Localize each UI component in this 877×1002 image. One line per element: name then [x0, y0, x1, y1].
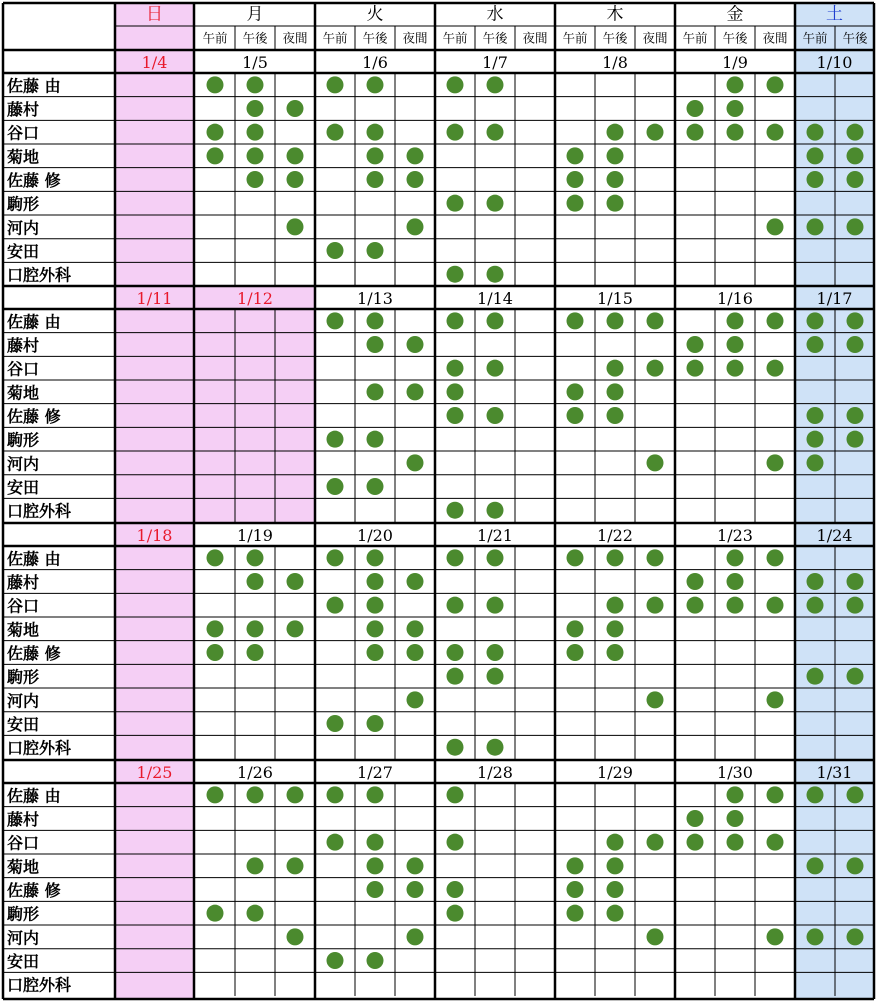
doctor-name: 安田 [7, 242, 40, 262]
availability-dot [447, 905, 464, 922]
availability-dot [247, 644, 264, 661]
date-label: 1/7 [482, 53, 508, 72]
availability-dot [487, 312, 504, 329]
date-label: 1/23 [717, 526, 753, 545]
availability-dot [367, 786, 384, 803]
doctor-name: 藤村 [7, 810, 40, 830]
availability-dot [327, 834, 344, 851]
availability-dot [607, 620, 624, 637]
availability-dot [447, 739, 464, 756]
availability-dot [607, 834, 624, 851]
availability-dot [367, 857, 384, 874]
availability-dot [287, 928, 304, 945]
availability-dot [327, 124, 344, 141]
availability-dot [247, 620, 264, 637]
availability-dot [727, 573, 744, 590]
availability-dot [247, 549, 264, 566]
availability-dot [767, 834, 784, 851]
doctor-name: 菊地 [7, 620, 40, 640]
availability-dot [247, 171, 264, 188]
day-header: 月 [246, 4, 264, 25]
availability-dot [607, 407, 624, 424]
availability-dot [487, 407, 504, 424]
availability-dot [647, 928, 664, 945]
availability-dot [247, 124, 264, 141]
availability-dot [407, 147, 424, 164]
availability-dot [567, 881, 584, 898]
slot-header: 午後 [722, 30, 748, 46]
availability-dot [607, 857, 624, 874]
availability-dot [287, 620, 304, 637]
date-label: 1/11 [136, 289, 173, 308]
availability-dot [487, 549, 504, 566]
availability-dot [207, 786, 224, 803]
availability-dot [607, 195, 624, 212]
slot-header: 午後 [602, 30, 628, 46]
doctor-name: 佐藤 由 [7, 76, 61, 96]
date-label: 1/14 [477, 289, 513, 308]
availability-dot [727, 597, 744, 614]
availability-dot [567, 312, 584, 329]
availability-dot [607, 171, 624, 188]
doctor-name: 安田 [7, 952, 40, 972]
date-label: 1/17 [816, 289, 853, 308]
availability-dot [367, 597, 384, 614]
doctor-name: 佐藤 修 [7, 171, 61, 191]
date-label: 1/28 [477, 763, 513, 782]
availability-dot [847, 928, 864, 945]
slot-header: 午前 [562, 30, 588, 46]
availability-dot [327, 549, 344, 566]
availability-dot [247, 100, 264, 117]
slot-header: 午後 [842, 30, 868, 46]
availability-dot [767, 312, 784, 329]
slot-header: 午後 [242, 30, 268, 46]
availability-dot [367, 76, 384, 93]
availability-dot [687, 360, 704, 377]
availability-dot [727, 786, 744, 803]
date-label: 1/25 [136, 763, 173, 782]
slot-header: 午前 [442, 30, 468, 46]
availability-dot [687, 597, 704, 614]
availability-dot [247, 905, 264, 922]
doctor-name: 藤村 [7, 573, 40, 593]
availability-dot [367, 383, 384, 400]
date-label: 1/29 [597, 763, 633, 782]
availability-dot [767, 549, 784, 566]
date-label: 1/4 [141, 53, 168, 72]
availability-dot [207, 644, 224, 661]
availability-dot [447, 266, 464, 283]
doctor-name: 安田 [7, 478, 40, 498]
availability-dot [447, 644, 464, 661]
doctor-name: 口腔外科 [7, 265, 72, 285]
date-label: 1/15 [597, 289, 633, 308]
date-label: 1/31 [816, 763, 853, 782]
availability-dot [607, 312, 624, 329]
availability-dot [367, 171, 384, 188]
availability-dot [807, 573, 824, 590]
availability-dot [447, 549, 464, 566]
availability-dot [567, 905, 584, 922]
availability-dot [847, 218, 864, 235]
availability-dot [687, 573, 704, 590]
availability-dot [487, 124, 504, 141]
availability-dot [327, 786, 344, 803]
doctor-name: 佐藤 由 [7, 786, 61, 806]
doctor-name: 駒形 [7, 904, 40, 924]
doctor-name: 谷口 [7, 596, 40, 616]
doctor-name: 谷口 [7, 833, 40, 853]
availability-dot [447, 597, 464, 614]
doctor-name: 駒形 [7, 194, 40, 214]
availability-dot [567, 620, 584, 637]
doctor-name: 河内 [7, 454, 40, 474]
availability-dot [407, 928, 424, 945]
availability-dot [287, 857, 304, 874]
availability-dot [727, 76, 744, 93]
availability-dot [847, 407, 864, 424]
availability-dot [607, 905, 624, 922]
availability-dot [367, 620, 384, 637]
availability-dot [847, 597, 864, 614]
availability-dot [847, 124, 864, 141]
doctor-name: 口腔外科 [7, 975, 72, 995]
doctor-name: 藤村 [7, 100, 40, 120]
slot-header: 午前 [682, 30, 708, 46]
doctor-name: 佐藤 修 [7, 644, 61, 664]
date-label: 1/10 [816, 53, 853, 72]
availability-dot [367, 715, 384, 732]
availability-dot [807, 786, 824, 803]
availability-dot [367, 147, 384, 164]
availability-dot [807, 218, 824, 235]
availability-dot [327, 715, 344, 732]
availability-dot [207, 147, 224, 164]
doctor-name: 河内 [7, 218, 40, 238]
availability-dot [687, 336, 704, 353]
availability-dot [247, 857, 264, 874]
availability-dot [447, 407, 464, 424]
availability-dot [327, 597, 344, 614]
availability-dot [407, 620, 424, 637]
availability-dot [407, 644, 424, 661]
availability-dot [407, 857, 424, 874]
availability-dot [407, 171, 424, 188]
availability-dot [447, 312, 464, 329]
availability-dot [567, 195, 584, 212]
doctor-name: 谷口 [7, 359, 40, 379]
date-label: 1/6 [362, 53, 388, 72]
availability-dot [727, 549, 744, 566]
availability-dot [847, 857, 864, 874]
availability-dot [407, 383, 424, 400]
availability-dot [647, 454, 664, 471]
availability-dot [447, 668, 464, 685]
availability-dot [767, 691, 784, 708]
day-header: 水 [486, 4, 504, 25]
availability-dot [407, 336, 424, 353]
availability-dot [367, 242, 384, 259]
availability-dot [567, 407, 584, 424]
availability-dot [767, 218, 784, 235]
day-header: 火 [366, 4, 384, 25]
availability-dot [647, 312, 664, 329]
availability-dot [727, 810, 744, 827]
availability-dot [567, 147, 584, 164]
availability-dot [207, 905, 224, 922]
doctor-name: 藤村 [7, 336, 40, 356]
availability-dot [807, 312, 824, 329]
slot-header: 夜間 [642, 30, 668, 46]
date-label: 1/27 [357, 763, 393, 782]
doctor-name: 佐藤 修 [7, 881, 61, 901]
availability-dot [807, 928, 824, 945]
doctor-name: 菊地 [7, 383, 40, 403]
availability-dot [287, 218, 304, 235]
date-label: 1/13 [357, 289, 393, 308]
availability-dot [727, 336, 744, 353]
availability-dot [607, 549, 624, 566]
availability-dot [727, 312, 744, 329]
availability-dot [327, 431, 344, 448]
availability-dot [287, 171, 304, 188]
availability-dot [287, 100, 304, 117]
doctor-name: 谷口 [7, 123, 40, 143]
availability-dot [247, 76, 264, 93]
date-label: 1/18 [136, 526, 173, 545]
availability-dot [687, 810, 704, 827]
date-label: 1/26 [237, 763, 273, 782]
date-label: 1/12 [237, 289, 273, 308]
availability-dot [807, 454, 824, 471]
availability-dot [727, 100, 744, 117]
doctor-name: 佐藤 修 [7, 407, 61, 427]
availability-dot [407, 691, 424, 708]
availability-dot [487, 195, 504, 212]
availability-dot [807, 597, 824, 614]
availability-dot [727, 124, 744, 141]
availability-dot [607, 147, 624, 164]
availability-dot [847, 147, 864, 164]
availability-dot [247, 147, 264, 164]
availability-dot [327, 312, 344, 329]
date-label: 1/22 [597, 526, 633, 545]
availability-dot [447, 881, 464, 898]
availability-dot [847, 668, 864, 685]
availability-dot [807, 336, 824, 353]
availability-dot [807, 124, 824, 141]
availability-dot [487, 597, 504, 614]
availability-dot [247, 573, 264, 590]
availability-dot [367, 952, 384, 969]
availability-dot [847, 573, 864, 590]
availability-dot [647, 597, 664, 614]
date-label: 1/24 [816, 526, 853, 545]
availability-dot [607, 881, 624, 898]
availability-dot [367, 124, 384, 141]
date-label: 1/9 [722, 53, 748, 72]
doctor-name: 駒形 [7, 667, 40, 687]
availability-dot [567, 644, 584, 661]
availability-dot [687, 124, 704, 141]
availability-dot [327, 242, 344, 259]
doctor-name: 河内 [7, 691, 40, 711]
slot-header: 午前 [322, 30, 348, 46]
doctor-name: 口腔外科 [7, 738, 72, 758]
availability-dot [807, 668, 824, 685]
availability-dot [607, 124, 624, 141]
availability-dot [447, 383, 464, 400]
availability-dot [847, 431, 864, 448]
availability-dot [647, 834, 664, 851]
availability-dot [607, 597, 624, 614]
availability-dot [807, 431, 824, 448]
slot-header: 夜間 [282, 30, 308, 46]
day-header: 木 [606, 4, 624, 25]
doctor-name: 口腔外科 [7, 501, 72, 521]
availability-dot [447, 195, 464, 212]
availability-dot [367, 573, 384, 590]
availability-dot [407, 454, 424, 471]
availability-dot [727, 834, 744, 851]
day-header-sat: 土 [826, 4, 843, 25]
availability-dot [247, 786, 264, 803]
availability-dot [727, 360, 744, 377]
slot-header: 午後 [482, 30, 508, 46]
availability-dot [807, 857, 824, 874]
availability-dot [487, 644, 504, 661]
availability-dot [487, 739, 504, 756]
availability-dot [487, 668, 504, 685]
availability-dot [847, 312, 864, 329]
availability-dot [767, 124, 784, 141]
availability-dot [367, 478, 384, 495]
availability-dot [767, 786, 784, 803]
date-label: 1/30 [717, 763, 753, 782]
availability-dot [847, 336, 864, 353]
doctor-name: 安田 [7, 715, 40, 735]
availability-dot [567, 549, 584, 566]
availability-dot [607, 644, 624, 661]
availability-dot [487, 266, 504, 283]
availability-dot [567, 171, 584, 188]
availability-dot [447, 76, 464, 93]
doctor-name: 菊地 [7, 147, 40, 167]
availability-dot [447, 360, 464, 377]
slot-header: 夜間 [402, 30, 428, 46]
availability-dot [607, 383, 624, 400]
slot-header: 午後 [362, 30, 388, 46]
availability-dot [647, 124, 664, 141]
availability-dot [767, 454, 784, 471]
availability-dot [807, 171, 824, 188]
date-label: 1/5 [242, 53, 268, 72]
availability-dot [407, 218, 424, 235]
doctor-name: 河内 [7, 928, 40, 948]
availability-dot [767, 76, 784, 93]
availability-dot [367, 834, 384, 851]
availability-dot [487, 76, 504, 93]
availability-dot [847, 171, 864, 188]
availability-dot [287, 147, 304, 164]
availability-dot [847, 786, 864, 803]
availability-dot [367, 881, 384, 898]
availability-dot [327, 478, 344, 495]
availability-dot [207, 76, 224, 93]
doctor-name: 菊地 [7, 857, 40, 877]
availability-dot [367, 549, 384, 566]
sunday-column [115, 3, 194, 999]
availability-dot [807, 147, 824, 164]
availability-dot [207, 620, 224, 637]
availability-dot [447, 124, 464, 141]
availability-dot [607, 360, 624, 377]
availability-dot [647, 691, 664, 708]
date-label: 1/16 [717, 289, 753, 308]
availability-dot [367, 431, 384, 448]
day-header: 金 [726, 4, 744, 25]
availability-dot [327, 76, 344, 93]
slot-header: 夜間 [762, 30, 788, 46]
availability-dot [367, 312, 384, 329]
availability-dot [487, 502, 504, 519]
doctor-name: 佐藤 由 [7, 312, 61, 332]
availability-dot [487, 360, 504, 377]
doctor-name: 駒形 [7, 430, 40, 450]
availability-dot [367, 644, 384, 661]
availability-dot [687, 834, 704, 851]
availability-dot [567, 383, 584, 400]
availability-dot [447, 786, 464, 803]
availability-dot [207, 549, 224, 566]
availability-dot [767, 597, 784, 614]
availability-dot [447, 502, 464, 519]
availability-dot [287, 573, 304, 590]
date-label: 1/19 [237, 526, 273, 545]
date-label: 1/8 [602, 53, 628, 72]
availability-dot [327, 952, 344, 969]
availability-dot [687, 100, 704, 117]
availability-dot [647, 549, 664, 566]
availability-dot [767, 360, 784, 377]
availability-dot [207, 124, 224, 141]
date-label: 1/21 [477, 526, 513, 545]
date-label: 1/20 [357, 526, 393, 545]
slot-header: 午前 [802, 30, 828, 46]
availability-dot [367, 336, 384, 353]
availability-dot [287, 786, 304, 803]
availability-dot [567, 857, 584, 874]
availability-dot [767, 928, 784, 945]
doctor-name: 佐藤 由 [7, 549, 61, 569]
availability-dot [407, 573, 424, 590]
availability-dot [447, 834, 464, 851]
slot-header: 午前 [202, 30, 228, 46]
availability-dot [407, 881, 424, 898]
day-header-sun: 日 [146, 4, 163, 25]
availability-dot [647, 360, 664, 377]
availability-dot [807, 407, 824, 424]
slot-header: 夜間 [522, 30, 548, 46]
